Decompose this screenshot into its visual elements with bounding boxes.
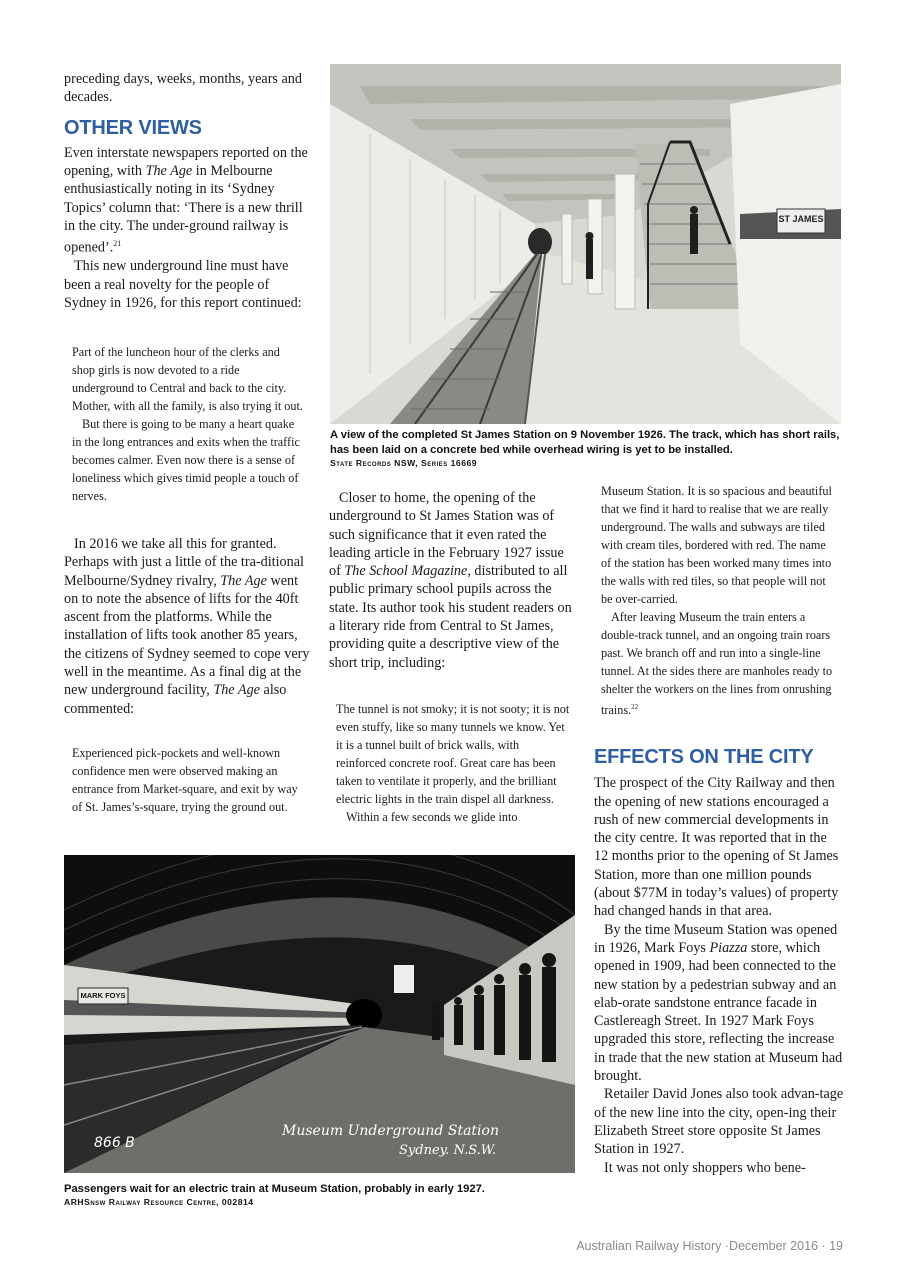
paragraph: This new underground line must have been a real novelty for the people of Sydney in 1926, for this report continued: [64,258,302,311]
column-3 [594,748,844,1177]
column-1 [64,70,310,312]
paragraph: Retailer David Jones also took advan-tage of the new line into the city, open-ing their Elizabeth Street store opposite St James Station in 1927. [594,1086,844,1158]
quote-block [72,343,304,505]
quote-paragraph: Experienced pick-pockets and well-known confidence men were observed making an entrance from Market-square, and exit by way of St. James’s-square, trying the ground out. [72,746,298,814]
quote-paragraph: The tunnel is not smoky; it is not sooty; it is not even stuffy, like so many tunnels we know. Yet it is a tunnel built of brick walls, with reinforced concrete roof. Great care has been taken to ventilate it properly, and the brilliant electric lights in the train dispel all darkness. [336,702,570,806]
heading-other-views: OTHER VIEWS [64,116,202,139]
intro-tail: preceding days, weeks, months, years and decades. [64,71,302,106]
st-james-illustration [330,64,841,424]
photo-st-james-station [330,64,841,424]
column-1-cont [64,535,310,718]
photo-credit: State Records NSW, Series 16669 [330,458,478,468]
footnote-ref: 21 [113,239,122,249]
photo-museum-station [64,855,575,1173]
photo-credit: ARHSnsw Railway Resource Centre, 002814 [64,1197,254,1207]
caption-text: Passengers wait for an electric train at Museum Station, probably in early 1927. [64,1183,485,1195]
script-title-line2: Sydney. N.S.W. [399,1143,496,1158]
plate-number: 866 B [94,1135,135,1151]
script-title-line1: Museum Underground Station [282,1123,499,1139]
caption-text: A view of the completed St James Station on 9 November 1926. The track, which has short rails, has been laid on a concrete bed while overhead wiring is yet to be installed. [330,429,840,456]
heading-effects-on-the-city: EFFECTS ON THE CITY [594,746,814,768]
quote-block [72,744,304,816]
quote-paragraph: Part of the luncheon hour of the clerks and shop girls is now devoted to a ride underground to Central and back to the city. Mother, with all the family, is also trying it out. [72,345,303,413]
quote-paragraph: But there is going to be many a heart quake in the long entrances and exits when the traffic becomes calmer. Even now there is a sense of loneliness which gives timid people a touch of nerves. [72,417,300,503]
quote-block [336,700,572,826]
quote-block [601,482,837,719]
caption-st-james [330,428,850,468]
paragraph: In 2016 we take all this for granted. Perhaps with just a little of the tra-ditional Melbourne/Sydney rivalry, The Age went on to note the absence of lifts for the 40ft ascent from the platforms. While the installation of lifts took another 85 years, the citizens of Sydney seemed to cope very well in the meantime. As a final dig at the new underground facility, The Age also commented: [64,536,310,717]
paragraph: The prospect of the City Railway and then the opening of new stations encouraged a rush of new commercial developments in the city centre. It was reported that in the 12 months prior to the opening of St James Station, more than one million pounds (about $77M in today’s values) of property had changed hands in that area. [594,775,839,920]
footnote-ref: 22 [631,703,639,711]
paragraph: By the time Museum Station was opened in 1926, Mark Foys Piazza store, which opened in 1909, had been connected to the new station by a pedestrian subway and an elab-orate sandstone entrance facade in Castlereagh Street. In 1927 Mark Foys upgraded this store, reflecting the increase in trade that the new station at Museum had brought. [594,921,843,1085]
quote-paragraph: After leaving Museum the train enters a double-track tunnel, and an ongoing train roars past. We branch off and run into a single-line tunnel. At the sides there are manholes ready to shelter the workers on the lines from onrushing trains.$^{22}$ [601,610,833,718]
column-2 [329,489,579,672]
paragraph: Even interstate newspapers reported on the opening, with The Age in Melbourne enthusiastically noting in its ‘Sydney Topics’ column that: ‘There is a new thrill in the city. The under-ground railway is opened’.$^{21}$ [64,144,308,257]
quote-paragraph: Museum Station. It is so spacious and beautiful that we find it hard to realise that we are really underground. The walls and subways are tiled with cream tiles, bordered with red. The name of the station has been worked many times into the walls with red tiles, so that people will not be over-carried. [601,484,832,606]
paragraph: It was not only shoppers who bene- [604,1159,806,1176]
caption-museum [64,1182,584,1207]
st-james-sign-text: ST JAMES [778,214,824,224]
sign-mark-foys: MARK FOYS [80,991,126,1000]
paragraph: Closer to home, the opening of the underground to St James Station was of such significance that it even rated the leading article in the February 1927 issue of The School Magazine, distributed to all public primary school pupils across the state. Its author took his student readers on a literary ride from Central to St James, providing quite a descriptive view of the short trip, including: [329,490,572,671]
page-footer: Australian Railway History ·December 2016 · 19 [576,1239,843,1253]
quote-paragraph: Within a few seconds we glide into [346,810,518,824]
